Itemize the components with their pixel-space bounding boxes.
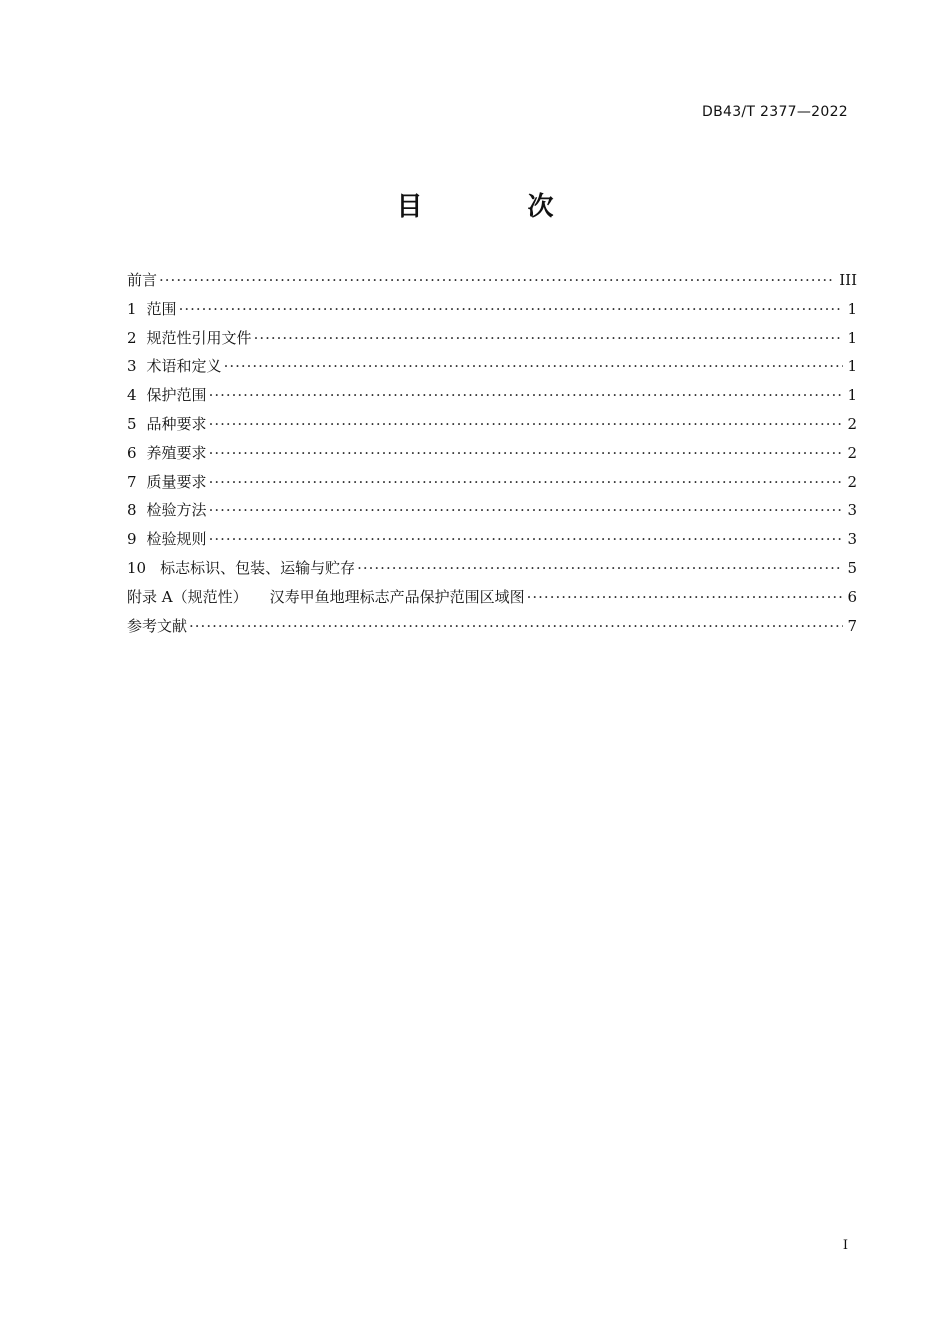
toc-entry-number: 3 [127,357,137,376]
toc-dot-leader [224,352,844,381]
toc-entry-normative-references[interactable] [127,324,857,353]
toc-entry-title: 养殖要求 [146,443,207,462]
toc-entry-breeding-requirements[interactable] [127,439,857,468]
toc-entry-marking-packaging-transport-storage[interactable] [127,554,857,583]
toc-page-number: 2 [847,472,857,491]
toc-page-number: 1 [847,328,857,347]
toc-dot-leader [209,381,844,410]
toc-entry-number: 8 [127,501,137,520]
toc-entry-number: 6 [127,443,137,462]
toc-dot-leader [254,324,844,353]
toc-page-number: III [839,271,857,289]
toc-page-number: 1 [847,357,857,376]
toc-entry-title: 附录 A（规范性） [127,587,248,606]
toc-dot-leader [527,583,844,612]
toc-entry-title: 术语和定义 [146,357,222,376]
toc-entry-bibliography[interactable] [127,612,857,641]
toc-entry-inspection-rules[interactable] [127,525,857,554]
toc-entry-title: 检验规则 [146,530,207,549]
toc-dot-leader [209,496,844,525]
toc-entry-protection-area[interactable] [127,381,857,410]
toc-dot-leader [209,439,844,468]
document-code: DB43/T 2377—2022 [702,104,848,120]
toc-entry-number: 5 [127,414,137,433]
toc-dot-leader [209,468,844,497]
page-number: I [842,1238,848,1253]
toc-entry-title: 规范性引用文件 [146,328,252,347]
toc-page-number: 1 [847,299,857,318]
toc-entry-title: 质量要求 [146,472,207,491]
toc-entry-scope[interactable] [127,295,857,324]
toc-entry-number: 2 [127,328,137,347]
toc-dot-leader [357,554,843,583]
toc-dot-leader [209,410,844,439]
toc-entry-title: 标志标识、包装、运输与贮存 [160,558,356,577]
toc-entry-number: 7 [127,472,137,491]
toc-appendix-title: 汉寿甲鱼地理标志产品保护范围区域图 [269,587,525,606]
toc-entry-title: 前言 [127,271,158,289]
toc-entry-title: 参考文献 [127,616,188,635]
toc-page-number: 2 [847,443,857,462]
toc-page-number: 7 [847,616,857,635]
toc-title: 目 次 [396,192,602,222]
toc-entry-test-methods[interactable] [127,496,857,525]
toc-page-number: 3 [847,501,857,520]
toc-page-number: 6 [847,587,857,606]
toc-entry-number: 9 [127,530,137,549]
toc-dot-leader [209,525,844,554]
toc-entry-number: 10 [127,558,147,577]
toc-entry-foreword[interactable] [127,266,857,295]
toc-page-number: 1 [847,386,857,405]
toc-page-number: 5 [847,558,857,577]
toc-dot-leader [189,612,843,641]
table-of-contents [127,266,857,640]
toc-entry-title: 品种要求 [146,414,207,433]
toc-page-number: 3 [847,530,857,549]
toc-dot-leader [159,266,835,295]
toc-entry-quality-requirements[interactable] [127,468,857,497]
toc-page-number: 2 [847,414,857,433]
toc-entry-title: 检验方法 [146,501,207,520]
toc-entry-title: 保护范围 [146,386,207,405]
toc-entry-variety-requirements[interactable] [127,410,857,439]
toc-entry-appendix-a[interactable] [127,583,857,612]
toc-entry-title: 范围 [146,299,177,318]
toc-entry-terms-definitions[interactable] [127,352,857,381]
toc-entry-number: 1 [127,299,137,318]
toc-entry-number: 4 [127,386,137,405]
toc-dot-leader [179,295,844,324]
